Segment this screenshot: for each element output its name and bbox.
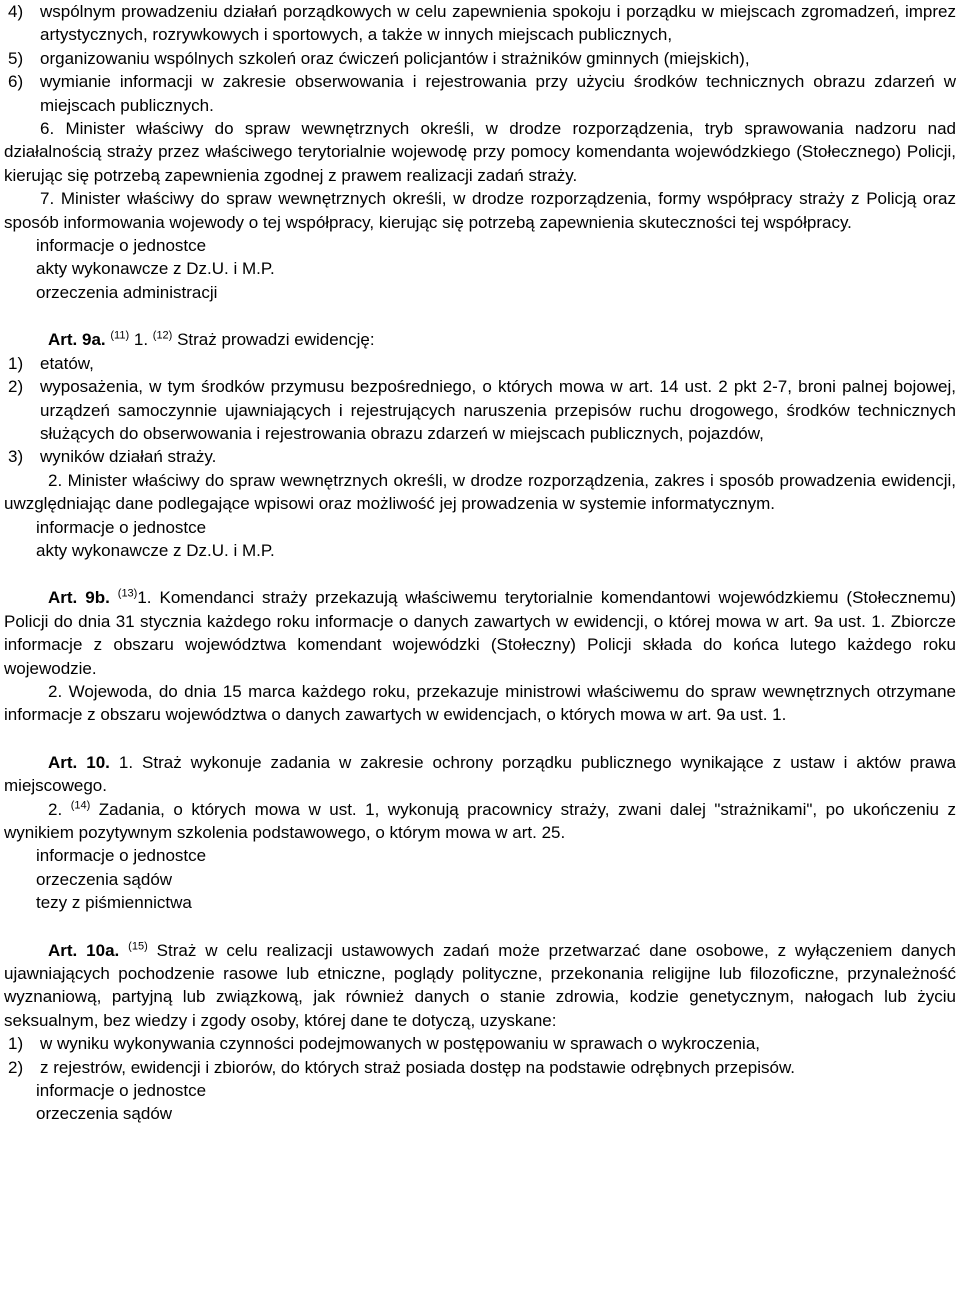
list-item <box>4 1056 956 1079</box>
link-court-rulings[interactable]: orzeczenia sądów <box>36 1104 173 1124</box>
link-implementing-acts[interactable]: akty wykonawcze z Dz.U. i M.P. <box>36 259 275 279</box>
paragraph-text: 1. Straż wykonuje zadania w zakresie ochrony porządku publicznego wynikające z ustaw i aktów prawa miejscowego. <box>4 752 956 796</box>
list-item <box>4 445 956 468</box>
list-item-number: 1) <box>8 353 24 373</box>
list-item-text: wyników działań straży. <box>40 447 217 467</box>
article-label: Art. 10. <box>48 752 110 772</box>
link-unit-info[interactable]: informacje o jednostce <box>36 846 207 866</box>
list-item-text: wymianie informacji w zakresie obserwowania i rejestrowania przy użyciu środków technicznych obrazu zdarzeń w miejscach publicznych. <box>40 72 956 115</box>
list-item-text: z rejestrów, ewidencji i zbiorów, do których straż posiada dostęp na podstawie odrębnych przepisów. <box>40 1057 796 1077</box>
paragraph: 6. Minister właściwy do spraw wewnętrznych określi, w drodze rozporządzenia, tryb sprawowania nadzoru nad działalnością straży przez właściwego terytorialnie wojewodę przy pomocy komendanta wojewódzkiego (Stołecznego) Policji, kierując się potrzebą zapewnienia zgodnej z prawem realizacji zadań straży. <box>4 119 956 185</box>
list-item-number: 2) <box>8 377 24 397</box>
paragraph: 7. Minister właściwy do spraw wewnętrznych określi, w drodze rozporządzenia, formy współpracy straży z Policją oraz sposób informowania wojewody o tej współpracy, kierując się potrzebą zapewnienia skuteczności tej współpracy. <box>4 189 956 232</box>
link-administrative-rulings[interactable]: orzeczenia administracji <box>36 282 218 302</box>
article-label: Art. 9a. <box>48 330 106 350</box>
list-item-text: wspólnym prowadzeniu działań porządkowych w celu zapewnienia spokoju i porządku w miejscach zgromadzeń, imprez artystycznych, rozrywkowych i sportowych, a także w innych miejscach publicznych, <box>40 2 956 45</box>
paragraph-text: Straż w celu realizacji ustawowych zadań może przetwarzać dane osobowe, z wyłączeniem danych ujawniających pochodzenie rasowe lub etniczne, poglądy polityczne, przekonania religijne lub filozoficzne, przynależność wyznaniową, partyjną lub związkową, jak również danych o stanie zdrowia, kodzie genetycznym, nałogach lub życiu seksualnym, bez wiedzy i zgody osoby, której dane te dotyczą, uzyskane: <box>4 940 956 1030</box>
paragraph-text: 1. Komendanci straży przekazują właściwemu terytorialnie komendantowi wojewódzkiemu (Stołecznemu) Policji do dnia 31 stycznia każdego roku informacje o danych zawartych w ewidencji, o której mowa w art. 9a ust. 1. Zbiorcze informacje z obszaru województwa komendant wojewódzki (Stołeczny) Policji składa do końca lutego każdego roku wojewodzie. <box>4 588 957 678</box>
paragraph <box>4 798 956 845</box>
list-item <box>4 47 956 70</box>
link-unit-info[interactable]: informacje o jednostce <box>36 236 207 256</box>
link-implementing-acts[interactable]: akty wykonawcze z Dz.U. i M.P. <box>36 540 275 560</box>
list-item-number: 6) <box>8 72 24 92</box>
article-10a <box>4 939 956 1033</box>
link-court-rulings[interactable]: orzeczenia sądów <box>36 869 173 889</box>
list-item-text: organizowaniu wspólnych szkoleń oraz ćwiczeń policjantów i strażników gminnych (miejskich), <box>40 48 750 68</box>
list-item <box>4 0 956 47</box>
link-unit-info[interactable]: informacje o jednostce <box>36 1081 207 1101</box>
footnote-ref[interactable]: (13) <box>117 587 138 600</box>
list-item-number: 1) <box>8 1034 24 1054</box>
list-item-text: wyposażenia, w tym środków przymusu bezpośredniego, o których mowa w art. 14 ust. 2 pkt 2-7, broni palnej bojowej, urządzeń samoczynnie ujawniających i rejestrujących naruszenia przepisów ruchu drogowego, środków technicznych służących do obserwowania i rejestrowania obrazu zdarzeń w miejscach publicznych, pojazdów, <box>40 377 956 443</box>
list-item-number: 4) <box>8 2 24 21</box>
article-label: Art. 9b. <box>48 588 110 608</box>
list-item <box>4 375 956 445</box>
article-9b <box>4 586 956 680</box>
link-literature-theses[interactable]: tezy z piśmiennictwa <box>36 893 192 913</box>
paragraph-text: Straż prowadzi ewidencję: <box>177 330 375 350</box>
footnote-ref[interactable]: (14) <box>70 798 91 811</box>
paragraph-text: Zadania, o których mowa w ust. 1, wykonują pracownicy straży, zwani dalej "strażnikami", po ukończeniu z wynikiem pozytywnym szkolenia podstawowego, o którym mowa w art. 25. <box>4 799 956 842</box>
section-number: 2. <box>48 799 63 819</box>
link-unit-info[interactable]: informacje o jednostce <box>36 517 207 537</box>
list-item <box>4 352 956 375</box>
section-number: 1. <box>133 330 149 350</box>
footnote-ref[interactable]: (11) <box>110 329 130 342</box>
article-9a-heading <box>4 328 956 351</box>
list-item-number: 5) <box>8 48 24 68</box>
list-item-text: w wyniku wykonywania czynności podejmowanych w postępowaniu w sprawach o wykroczenia, <box>40 1034 761 1054</box>
list-item-number: 2) <box>8 1057 24 1077</box>
paragraph: 2. Minister właściwy do spraw wewnętrznych określi, w drodze rozporządzenia, zakres i sposób prowadzenia ewidencji, uwzględniając dane podlegające wpisowi oraz możliwość jej prowadzenia w systemie informatycznym. <box>4 470 956 514</box>
footnote-ref[interactable]: (15) <box>128 939 148 952</box>
paragraph: 2. Wojewoda, do dnia 15 marca każdego roku, przekazuje ministrowi właściwemu do spraw wewnętrznych otrzymane informacje z obszaru województwa o danych zawartych w ewidencjach, o których mowa w art. 9a ust. 1. <box>4 681 956 725</box>
footnote-ref[interactable]: (12) <box>152 329 173 342</box>
article-10 <box>4 751 956 798</box>
article-label: Art. 10a. <box>48 940 120 960</box>
list-item-text: etatów, <box>40 353 94 373</box>
list-item-number: 3) <box>8 447 24 467</box>
list-item <box>4 1032 956 1055</box>
list-item <box>4 70 956 117</box>
